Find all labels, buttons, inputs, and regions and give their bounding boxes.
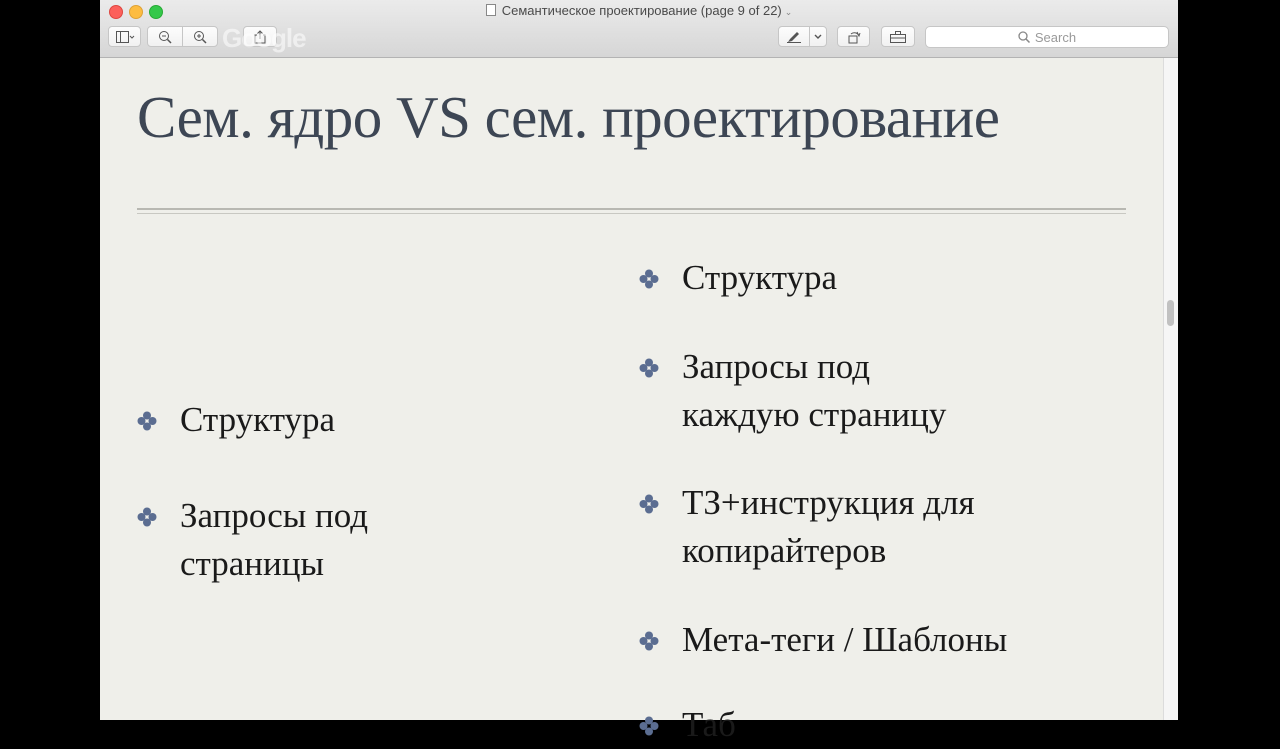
- heading-divider-secondary: [137, 213, 1126, 214]
- list-item-text: Структура: [180, 400, 336, 439]
- markup-menu-button[interactable]: [809, 26, 827, 47]
- window-title-text: Семантическое проектирование (page 9 of 22): [501, 3, 782, 18]
- scrollbar-thumb[interactable]: [1167, 300, 1174, 326]
- search-input[interactable]: [925, 26, 1169, 48]
- toolbox-icon: [890, 31, 906, 43]
- list-item-text: Таб: [682, 705, 736, 744]
- preview-window: [100, 0, 1178, 744]
- chevron-down-icon[interactable]: ⌄: [784, 7, 793, 17]
- bullet-icon: [137, 411, 157, 431]
- bullet-icon: [639, 358, 659, 378]
- pen-icon: [787, 31, 801, 43]
- chevron-down-icon: [814, 34, 822, 40]
- sidebar-icon: [116, 31, 134, 43]
- markup-button[interactable]: [778, 26, 810, 47]
- bullet-icon: [639, 494, 659, 514]
- bullet-icon: [639, 269, 659, 289]
- list-item-text: ТЗ+инструкция для копирайтеров: [682, 483, 975, 570]
- doc-icon: [486, 4, 496, 16]
- zoom-out-icon: [158, 30, 172, 44]
- list-item-text: Структура: [682, 258, 838, 297]
- list-item-text: Запросы под каждую страницу: [682, 347, 947, 434]
- zoom-in-icon: [193, 30, 207, 44]
- bullet-icon: [639, 716, 659, 736]
- rotate-button[interactable]: [837, 26, 870, 47]
- google-watermark: Google: [222, 23, 306, 53]
- rotate-icon: [847, 30, 861, 44]
- list-item-text: Запросы под страницы: [180, 496, 369, 583]
- search-placeholder: Search: [1034, 29, 1077, 45]
- sidebar-toggle-button[interactable]: [108, 26, 141, 47]
- window-title: [100, 3, 1178, 18]
- list-item-text: Мета-теги / Шаблоны: [682, 620, 1008, 659]
- vertical-scrollbar[interactable]: [1163, 58, 1178, 720]
- search-icon: [1018, 31, 1030, 43]
- bullet-icon: [639, 631, 659, 651]
- markup-group: [778, 26, 827, 47]
- toolbox-button[interactable]: [881, 26, 915, 47]
- slide-heading: Сем. ядро VS сем. проектирование: [137, 84, 1000, 150]
- heading-divider: [137, 208, 1126, 210]
- bullet-icon: [137, 507, 157, 527]
- slide-page: [100, 58, 1163, 744]
- zoom-group: [147, 26, 218, 47]
- zoom-in-button[interactable]: [182, 26, 218, 47]
- zoom-out-button[interactable]: [147, 26, 183, 47]
- toolbar: [100, 0, 1178, 58]
